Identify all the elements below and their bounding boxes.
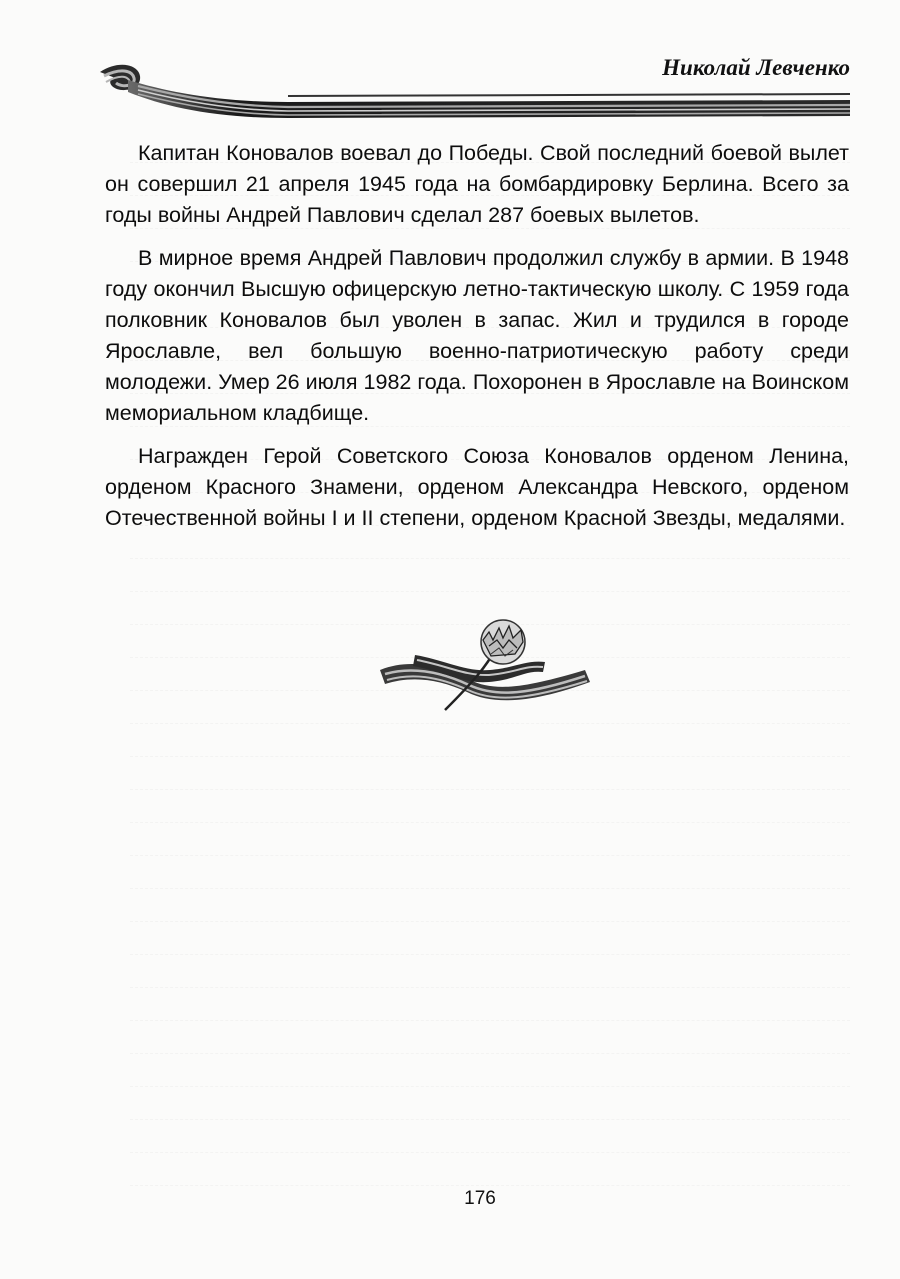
page-number: 176	[464, 1188, 496, 1209]
main-text	[105, 138, 849, 546]
st-george-ribbon-carnation-icon	[375, 610, 595, 720]
paragraph: Награжден Герой Советского Союза Коновалов орденом Ленина, орденом Красного Знамени, орденом Александра Невского, орденом Отечественной войны I и II степени, орденом Красной Звезды, медалями.	[105, 444, 849, 530]
author-name: Николай Левченко	[662, 55, 850, 80]
running-header	[98, 50, 850, 120]
paragraph: Капитан Коновалов воевал до Победы. Свой последний боевой вылет он совершил 21 апреля 1945 года на бомбардировку Берлина. Всего за годы войны Андрей Павлович сделал 287 боевых вылетов.	[105, 141, 849, 227]
paragraph: В мирное время Андрей Павлович продолжил службу в армии. В 1948 году окончил Высшую офицерскую летно-тактическую школу. С 1959 года полковник Коновалов был уволен в запас. Жил и трудился в городе Ярославле, вел большую военно-патриотическую работу среди молодежи. Умер 26 июля 1982 года. Похоронен в Ярославле на Воинском мемориальном кладбище.	[105, 246, 849, 425]
